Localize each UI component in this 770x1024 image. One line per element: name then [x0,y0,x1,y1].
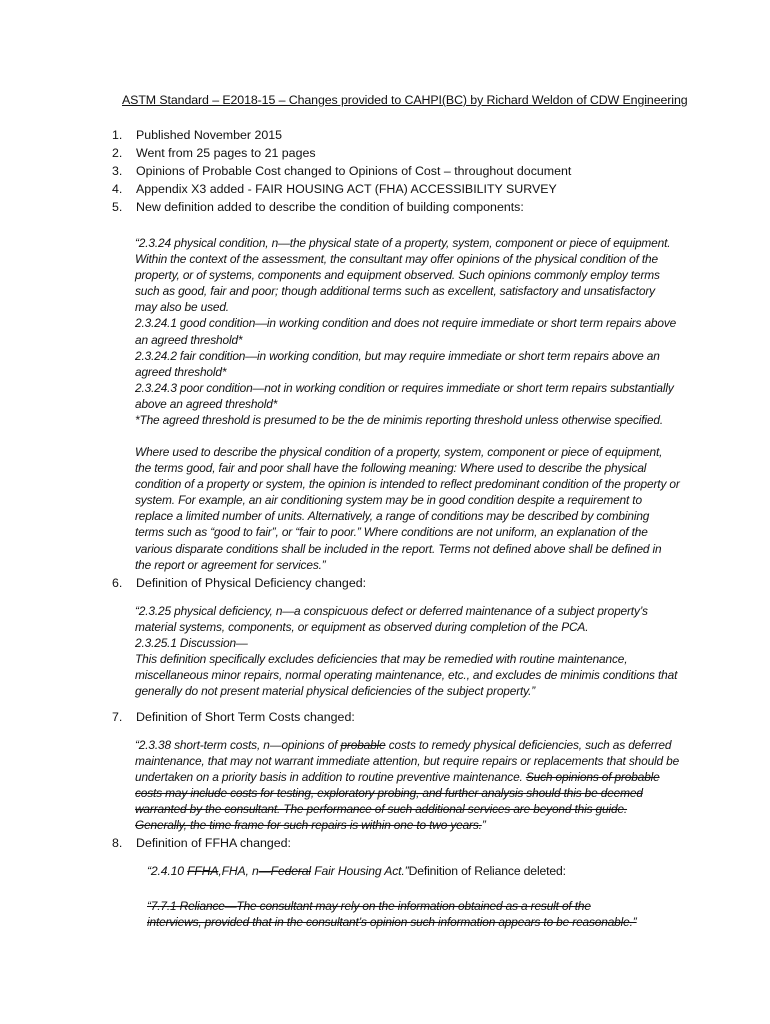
struck-text: probable [340,738,386,752]
definition-where-used: Where used to describe the physical condition of a property, system, component or piece of equipment, the terms good, fair and poor shall have the following meaning: Where used to describe the physical condition of a property or system, the opinion is intended to reflect predominant condition of the property or system. For example, an air conditioning system may be in good condition despite a requirement to replace a limited number of units. Alternatively, a range of conditions may be described by combining terms such as “good to fair”, or “fair to poor.” Where conditions are not uniform, an explanation of the various disparate conditions shall be included in the report. Terms not defined above shall be defined in the report or agreement for services.” [135,445,680,572]
list-text: Published November 2015 [136,128,283,142]
list-text: Appendix X3 added - FAIR HOUSING ACT (FHA) ACCESSIBILITY SURVEY [136,182,557,196]
list-item [0,198,770,216]
change-list [0,126,770,216]
list-number: 5. [112,200,123,214]
definition-part: Fair Housing Act.” [310,864,409,878]
list-item [0,162,770,180]
list-number: 3. [112,164,123,178]
list-number: 8. [112,836,123,850]
list-text: Definition of FFHA changed: [136,836,291,850]
reliance-deleted-label: Definition of Reliance deleted: [408,864,566,878]
list-number: 6. [112,576,123,590]
list-number: 1. [112,128,123,142]
list-item [0,834,770,852]
list-text: New definition added to describe the condition of building components: [136,200,524,214]
definition-main: “2.3.25 physical deficiency, n—a conspicuous defect or deferred maintenance of a subject property’s material systems, components, or equipment as observed during completion of the PCA. [135,604,648,635]
definition-threshold-note: *The agreed threshold is presumed to be the de minimis reporting threshold unless otherwise specified. [135,413,664,428]
definition-part: costs to remedy physical deficiencies, such as deferred maintenance, that may not warrant immediate attention, but require repairs or replacements that should be undertaken on a priority basis in addition to routine preventive maintenance. [135,738,680,785]
definition-fair-condition: 2.3.24.2 fair condition—in working condition, but may require immediate or short term repairs above an agreed threshold* [135,348,660,379]
list-text: Definition of Short Term Costs changed: [136,710,355,724]
definition-part: ,FHA, n [218,864,259,878]
list-number: 2. [112,146,123,160]
definition-text [135,737,680,834]
definition-reliance-deleted [147,898,647,930]
list-item [0,126,770,144]
definition-physical-condition [135,235,680,428]
struck-text: Such opinions of probable costs may include costs for testing, exploratory probing, and further analysis should this be deemed warranted by the consultant. The performance of such additional services are beyond this guide. Generally, the time frame for such repairs is within one to two years. [135,770,660,833]
definition-part: “2.4.10 [147,864,188,878]
definition-poor-condition: 2.3.24.3 poor condition—not in working condition or requires immediate or short term repairs substantially above an agreed threshold* [135,380,674,411]
struck-text: FFHA [187,864,219,878]
definition-short-term-costs [135,737,680,834]
definition-fha [147,863,692,879]
list-item [0,180,770,198]
definition-part: “2.3.38 short-term costs, n—opinions of [135,738,341,752]
definition-part: ” [481,818,486,833]
definition-terms-meaning [135,444,680,573]
list-number: 4. [112,182,123,196]
document-title: ASTM Standard – E2018-15 – Changes provided to CAHPI(BC) by Richard Weldon of CDW Engineering [122,93,688,107]
definition-discussion-text: This definition specifically excludes deficiencies that may be remedied with routine maintenance, miscellaneous minor repairs, normal operating maintenance, etc., and excludes de minimis conditions that generally do not present material physical deficiencies of the subject property.” [135,652,678,699]
definition-discussion-heading: 2.3.25.1 Discussion— [135,636,248,651]
list-text: Opinions of Probable Cost changed to Opinions of Cost – throughout document [136,164,572,178]
definition-good-condition: 2.3.24.1 good condition—in working condition and does not require immediate or short term repairs above an agreed threshold* [135,316,677,347]
list-number: 7. [112,710,123,724]
list-text: Went from 25 pages to 21 pages [136,146,316,160]
list-item [0,144,770,162]
struck-text: “7.7.1 Reliance—The consultant may rely on the information obtained as a result of the interviews, provided that in the consultant’s opinion such information appears to be reasonable.” [147,899,637,930]
list-item [0,574,770,592]
definition-physical-deficiency [135,603,680,700]
list-item [0,708,770,726]
struck-text: —Federal [258,864,311,878]
list-text: Definition of Physical Deficiency changed: [136,576,367,590]
definition-main: “2.3.24 physical condition, n—the physical state of a property, system, component or piece of equipment. Within the context of the assessment, the consultant may offer opinions of the physical condition of the property, or of systems, components and equipment observed. Such opinions commonly employ terms such as good, fair and poor; though additional terms such as excellent, satisfactory and unsatisfactory may also be used. [135,236,671,315]
